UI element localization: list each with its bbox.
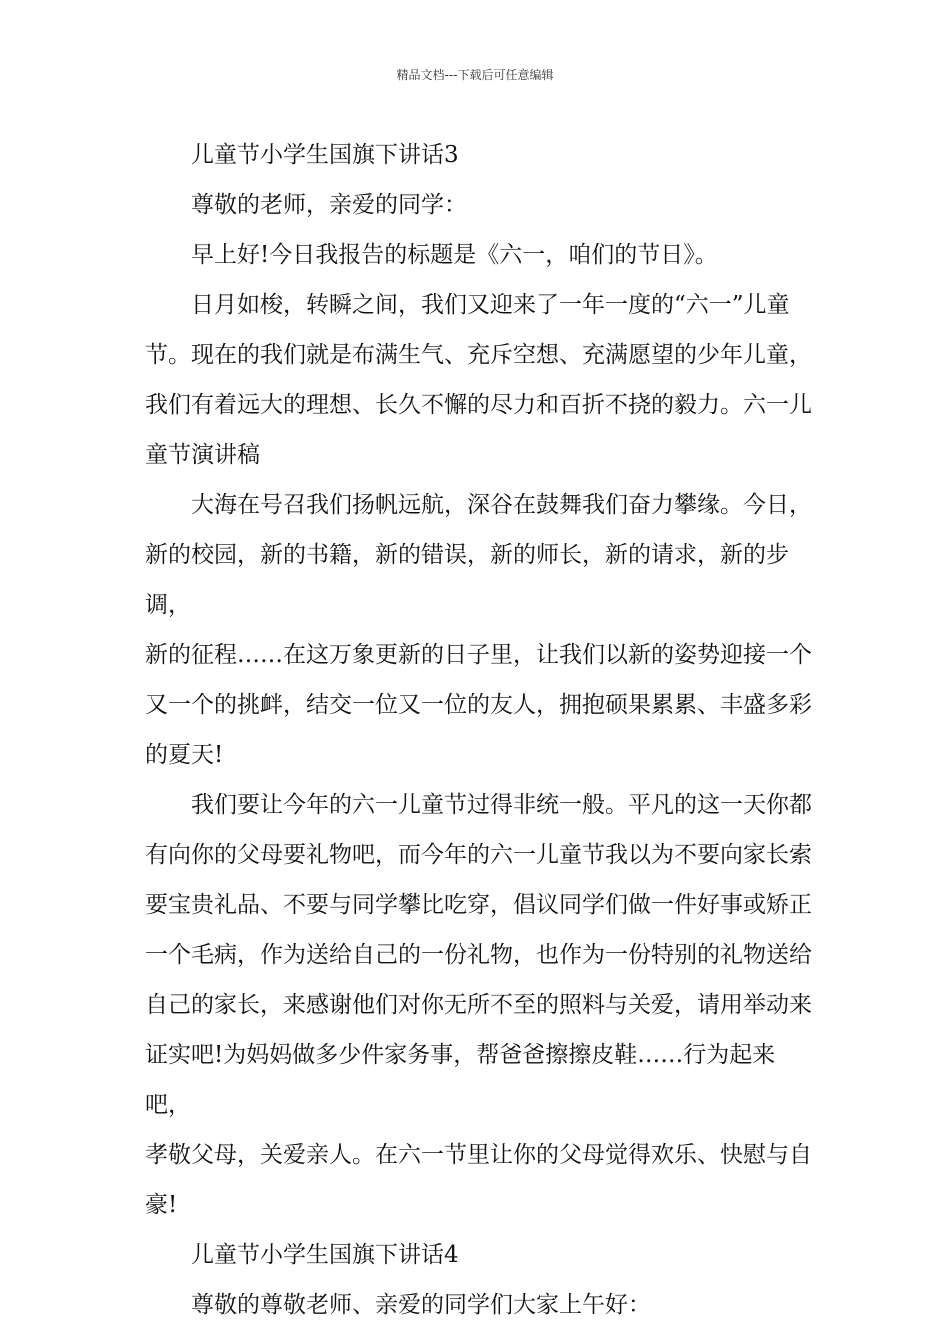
speech-title-4: 儿童节小学生国旗下讲话4 — [191, 1242, 459, 1268]
text-line: 一个毛病，作为送给自己的一份礼物，也作为一份特别的礼物送给 — [145, 942, 812, 968]
text-line: 又一个的挑衅，结交一位又一位的友人，拥抱硕果累累、丰盛多彩 — [145, 692, 812, 718]
paragraph-3 — [145, 780, 817, 1230]
text-line: 日月如梭，转瞬之间，我们又迎来了一年一度的“六一”儿童 — [191, 292, 790, 318]
salutation-2: 尊敬的尊敬老师、亲爱的同学们大家上午好： — [191, 1292, 651, 1318]
text-line: 童节演讲稿 — [145, 442, 260, 468]
greeting-paragraph: 早上好!今日我报告的标题是《六一，咱们的节日》。 — [191, 242, 718, 268]
text-line: 孝敬父母，关爱亲人。在六一节里让你的父母觉得欢乐、快慰与自 — [145, 1142, 812, 1168]
text-line: 证实吧!为妈妈做多少件家务事，帮爸爸擦擦皮鞋……行为起来吧， — [145, 1042, 776, 1118]
text-line: 新的校园，新的书籍，新的错误，新的师长，新的请求，新的步调， — [145, 542, 789, 618]
speech-title-3: 儿童节小学生国旗下讲话3 — [191, 142, 459, 168]
text-line: 自己的家长，来感谢他们对你无所不至的照料与关爱，请用举动来 — [145, 992, 812, 1018]
text-line: 我们有着远大的理想、长久不懈的尽力和百折不挠的毅力。六一儿 — [145, 392, 812, 418]
text-line: 的夏天! — [145, 742, 224, 768]
text-line: 我们要让今年的六一儿童节过得非统一般。平凡的这一天你都 — [191, 792, 812, 818]
text-line: 大海在号召我们扬帆远航，深谷在鼓舞我们奋力攀缘。今日， — [191, 492, 812, 518]
text-line: 豪! — [145, 1192, 178, 1218]
salutation: 尊敬的老师，亲爱的同学： — [191, 192, 467, 218]
document-body — [145, 130, 817, 1330]
text-line: 节。现在的我们就是布满生气、充斥空想、充满愿望的少年儿童， — [145, 342, 812, 368]
text-line: 有向你的父母要礼物吧，而今年的六一儿童节我以为不要向家长索 — [145, 842, 812, 868]
page-header: 精品文档---下载后可任意编辑 — [396, 68, 554, 82]
text-line: 新的征程……在这万象更新的日子里，让我们以新的姿势迎接一个 — [145, 642, 812, 668]
paragraph-1 — [145, 280, 817, 480]
text-line: 要宝贵礼品、不要与同学攀比吃穿，倡议同学们做一件好事或矫正 — [145, 892, 812, 918]
paragraph-2 — [145, 480, 817, 780]
